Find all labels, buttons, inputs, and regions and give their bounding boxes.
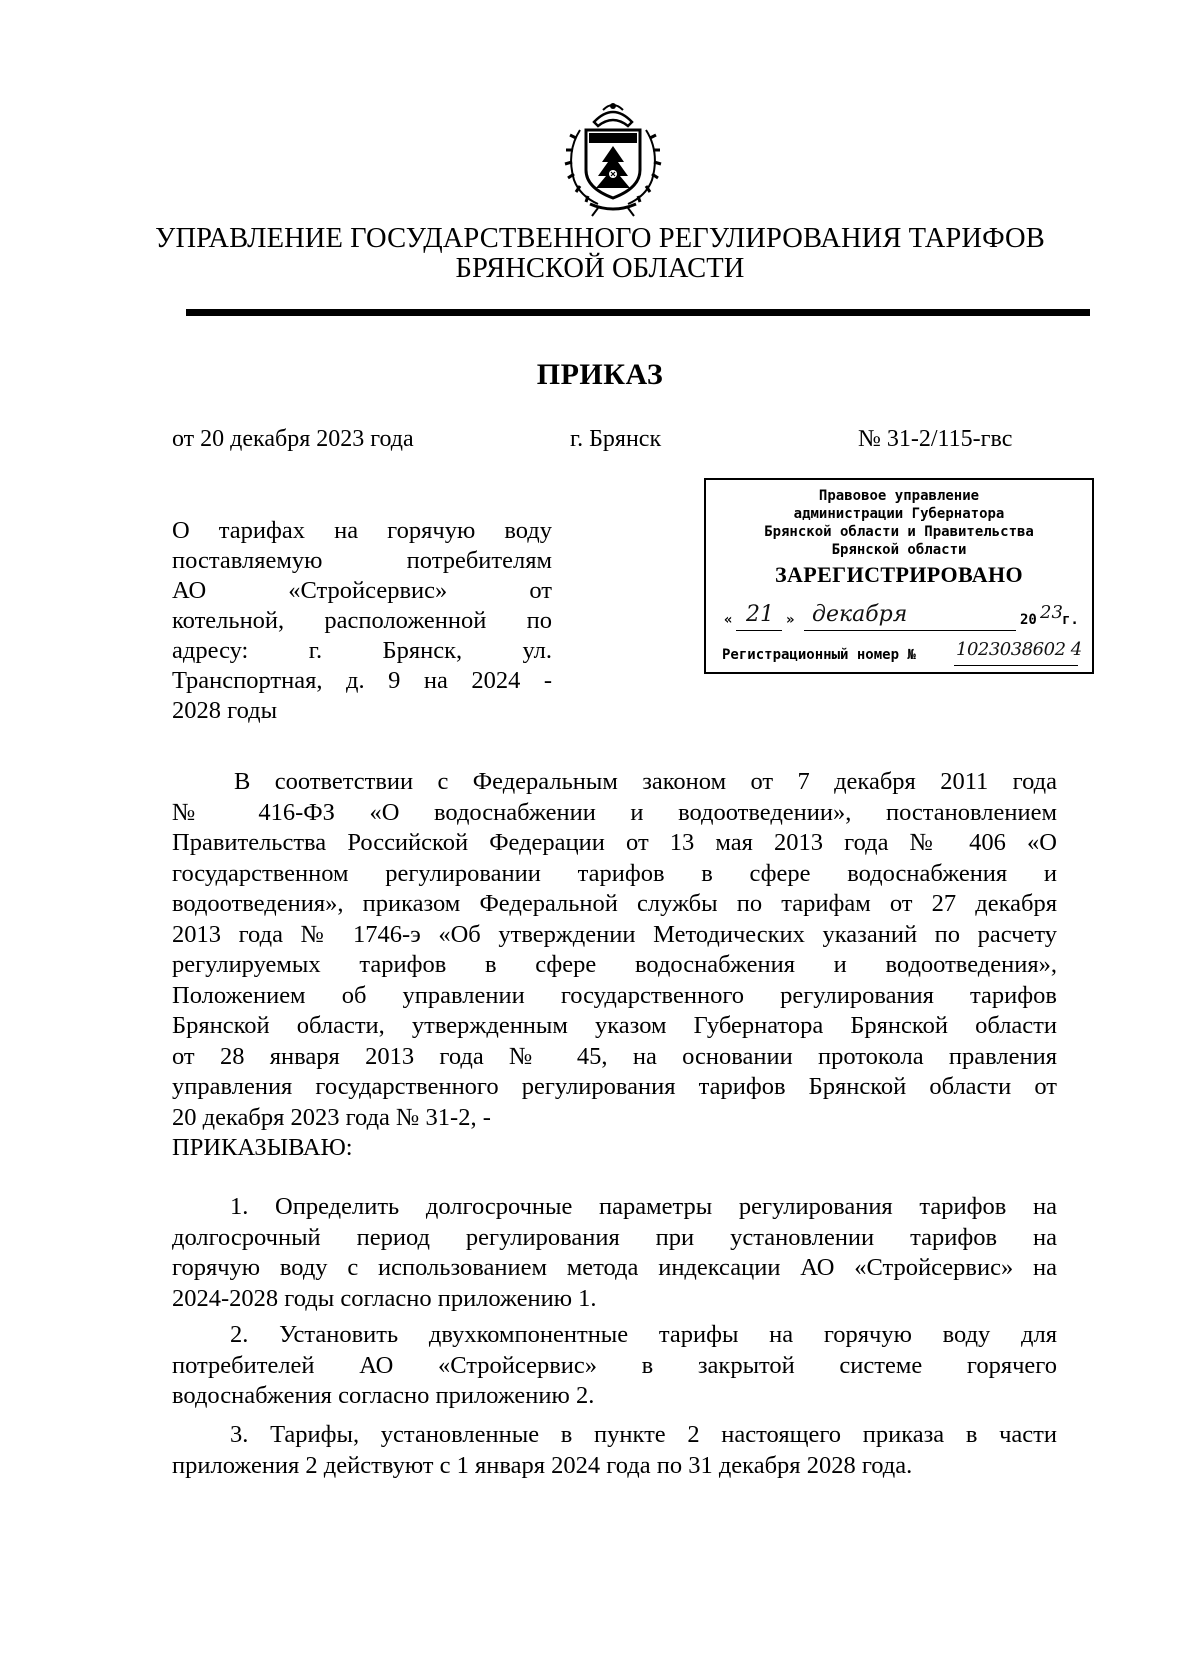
stamp-quote-open: « (724, 612, 733, 628)
stamp-quote-close: » (786, 612, 795, 628)
preamble-line: 20 декабря 2023 года № 31-2, - (172, 1103, 491, 1131)
subject-line: 2028 годы (172, 697, 278, 724)
preamble-line: 2013 года № 1746-э «Об утверждении Методических указаний по расчету (172, 920, 1057, 948)
item-line: потребителей АО «Стройсервис» в закрытой системе горячего (172, 1351, 1057, 1379)
document-type-title: ПРИКАЗ (536, 358, 664, 391)
stamp-year-prefix: 20 (1020, 612, 1037, 628)
item-line: долгосрочный период регулирования при установлении тарифов на (172, 1223, 1057, 1251)
coat-of-arms-emblem (558, 100, 668, 218)
stamp-reg-number-value: 1023038602 4 (956, 639, 1082, 660)
item-line: 3. Тарифы, установленные в пункте 2 настоящего приказа в части (230, 1421, 1057, 1448)
stamp-line: администрации Губернатора (793, 506, 1005, 522)
order-item-2 (172, 1320, 1057, 1412)
subject-line: поставляемую потребителям (172, 547, 552, 574)
item-line: водоснабжения согласно приложению 2. (172, 1382, 595, 1409)
preamble-line: от 28 января 2013 года № 45, на основании протокола правления (172, 1042, 1057, 1070)
preamble-line: № 416-ФЗ «О водоснабжении и водоотведении», постановлением (172, 798, 1057, 826)
order-date: от 20 декабря 2023 года (172, 426, 414, 452)
order-word: ПРИКАЗЫВАЮ: (172, 1134, 353, 1161)
item-line: горячую воду с использованием метода индексации АО «Стройсервис» на (172, 1254, 1057, 1281)
order-place: г. Брянск (570, 426, 662, 452)
stamp-line: Брянской области (831, 542, 967, 558)
stamp-year-suffix: 23 (1040, 602, 1063, 623)
header-divider (186, 309, 1090, 316)
subject-line: АО «Стройсервис» от (172, 577, 552, 604)
item-line: 1. Определить долгосрочные параметры регулирования тарифов на (230, 1193, 1057, 1220)
stamp-year-unit: г. (1062, 612, 1079, 628)
organization-name-line1: УПРАВЛЕНИЕ ГОСУДАРСТВЕННОГО РЕГУЛИРОВАНИЯ ТАРИФОВ (155, 223, 1045, 254)
stamp-registered-label: ЗАРЕГИСТРИРОВАНО (774, 562, 1024, 587)
stamp-line: Брянской области и Правительства (764, 524, 1034, 540)
item-line: 2024-2028 годы согласно приложению 1. (172, 1284, 597, 1312)
item-line: 2. Установить двухкомпонентные тарифы на горячую воду для (230, 1321, 1057, 1348)
stamp-month-underline (804, 630, 1016, 631)
registration-stamp (704, 478, 1094, 674)
organization-name-line2: БРЯНСКОЙ ОБЛАСТИ (455, 253, 745, 284)
stamp-line: Правовое управление (818, 488, 980, 504)
preamble-paragraph (172, 767, 1057, 1164)
preamble-line: регулируемых тарифов в сфере водоснабжения и водоотведения», (172, 951, 1057, 978)
subject-line: О тарифах на горячую воду (172, 517, 552, 544)
stamp-date-month: декабря (812, 602, 908, 627)
stamp-date-day: 21 (746, 602, 774, 627)
subject-line: Транспортная, д. 9 на 2024 - (172, 667, 552, 694)
subject-line: котельной, расположенной по (172, 607, 552, 634)
preamble-line: государственном регулировании тарифов в сфере водоснабжения и (172, 859, 1057, 887)
order-number: № 31-2/115-гвс (858, 426, 1013, 452)
subject-line: адресу: г. Брянск, ул. (172, 637, 552, 664)
stamp-reg-number-row (722, 639, 1082, 669)
order-subject (172, 516, 552, 726)
preamble-line: водоотведения», приказом Федеральной службы по тарифам от 27 декабря (172, 890, 1057, 917)
stamp-date-row (724, 602, 1079, 634)
preamble-line: управления государственного регулирования тарифов Брянской области от (172, 1073, 1057, 1100)
order-item-3 (172, 1420, 1057, 1481)
stamp-day-underline (736, 630, 782, 631)
preamble-line: Брянской области, утвержденным указом Губернатора Брянской области (172, 1012, 1057, 1039)
item-line: приложения 2 действуют с 1 января 2024 года по 31 декабря 2028 года. (172, 1451, 913, 1479)
preamble-line: Положением об управлении государственного регулирования тарифов (172, 981, 1057, 1009)
stamp-number-underline (954, 665, 1078, 666)
preamble-line: Правительства Российской Федерации от 13 мая 2013 года № 406 «О (172, 829, 1057, 856)
preamble-line: В соответствии с Федеральным законом от 7 декабря 2011 года (234, 768, 1057, 795)
stamp-reg-number-label: Регистрационный номер № (722, 647, 916, 663)
order-item-1 (172, 1192, 1057, 1314)
